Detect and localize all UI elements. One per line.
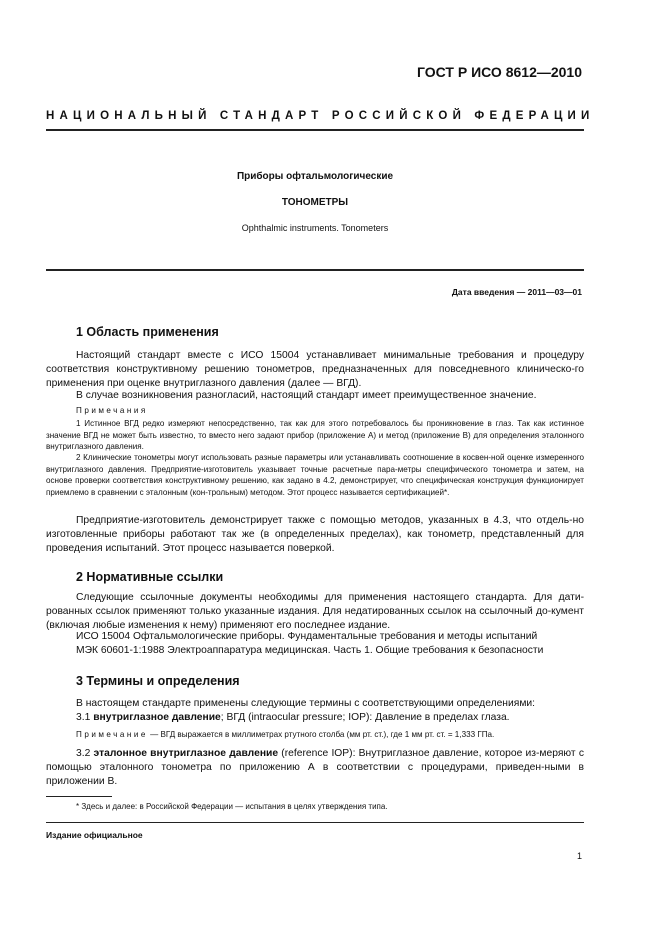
note-2: 2 Клинические тонометры могут использовать разные параметры или устанавливать соотношение в косвен-ной оценке измеренного внутриглазного давления. Предприятие-изготовитель указывает точные расчетные пара-метры специфического тонометра и затем, на основе проверки соответствия конструктивному решению, как задано в 4.2, демонстрирует, что специфическая конструкция функционирует приемлемо в сравнении с эталонным (кон-трольным) методом. Этот процесс называется сертификацией*. — [46, 453, 584, 497]
section-2-heading: 2 Нормативные ссылки — [76, 570, 224, 584]
term-3-2 — [46, 747, 584, 789]
footnote: * Здесь и далее: в Российской Федерации — испытания в целях утверждения типа. — [76, 802, 388, 811]
term-3-2-number: 3.2 — [76, 748, 94, 759]
term-3-1-number: 3.1 — [76, 712, 94, 723]
top-rule — [46, 129, 584, 131]
page-number: 1 — [576, 851, 582, 861]
note-1: 1 Истинное ВГД редко измеряют непосредственно, так как для этого потребовалось бы проникновение в глаз. Так как истинное значение ВГД не может быть известно, то вместо него задают прибор (приложение А) и метод (приложение В) для определения эталонного внутриглазного давления. — [46, 419, 584, 451]
term-3-1-term: внутриглазное давление — [93, 712, 221, 723]
term-note-label: Примечание — [76, 730, 148, 739]
term-note-text: — ВГД выражается в миллиметрах ртутного столба (мм рт. ст.), где 1 мм рт. ст. = 1,333 ГПа. — [147, 730, 495, 739]
section-2-paragraph-1: Следующие ссылочные документы необходимы для применения настоящего стандарта. Для дати-рованных ссылок применяют только указанные издания. Для недатированных ссылок на ссылочный до-кумент (включая любые изменения к нему) применяют его последнее издание. — [46, 592, 584, 631]
title-rule — [46, 269, 584, 271]
footnote-separator — [46, 796, 112, 797]
reference-iec-60601: МЭК 60601-1:1988 Электроаппаратура медицинская. Часть 1. Общие требования к безопасности — [76, 645, 544, 656]
footer-rule — [46, 822, 584, 823]
term-3-1-note — [46, 729, 584, 741]
title-line-2: ТОНОМЕТРЫ — [281, 197, 349, 208]
introduction-date: Дата введения — 2011—03—01 — [451, 287, 582, 297]
section-3-heading: 3 Термины и определения — [76, 674, 240, 688]
reference-iso-15004: ИСО 15004 Офтальмологические приборы. Фундаментальные требования и методы испытаний — [76, 631, 538, 642]
term-3-2-definition: (reference IOP): Внутриглазное давление, которое из-меряют с помощью эталонного тонометра по приложению А в соответствии с процедурами, приведен-ными в приложении В. — [46, 748, 584, 787]
title-line-1: Приборы офтальмологические — [236, 171, 394, 182]
section-1-heading: 1 Область применения — [76, 325, 219, 339]
term-3-1 — [46, 711, 584, 725]
section-1-paragraph-1: Настоящий стандарт вместе с ИСО 15004 устанавливает минимальные требования и процедуру соответствия конструктивному решению тонометров, предназначенных для повседневного клиническо-го применения при оценке внутриглазного давления (далее — ВГД). — [46, 350, 584, 389]
title-english: Ophthalmic instruments. Tonometers — [241, 223, 389, 233]
section-1-paragraph-2: В случае возникновения разногласий, настоящий стандарт имеет преимущественное значение. — [76, 390, 537, 401]
section-1-paragraph-3: Предприятие-изготовитель демонстрирует также с помощью методов, указанных в 4.3, что отдель-но изготовленные приборы работают так же (в определенных пределах), как тонометр, представленный для проведения испытаний. Этот процесс называется поверкой. — [46, 515, 584, 554]
term-3-1-definition: ; ВГД (intraocular pressure; IOP): Давление в пределах глаза. — [220, 712, 510, 723]
standard-code: ГОСТ Р ИСО 8612—2010 — [417, 64, 582, 80]
notes-label: Примечания — [76, 406, 148, 415]
edition-label: Издание официальное — [46, 830, 143, 840]
section-3-paragraph-1: В настоящем стандарте применены следующие термины с соответствующими определениями: — [76, 698, 536, 709]
term-3-2-term: эталонное внутриглазное давление — [93, 748, 279, 759]
national-standard-banner: НАЦИОНАЛЬНЫЙ СТАНДАРТ РОССИЙСКОЙ ФЕДЕРАЦИИ — [46, 110, 595, 122]
